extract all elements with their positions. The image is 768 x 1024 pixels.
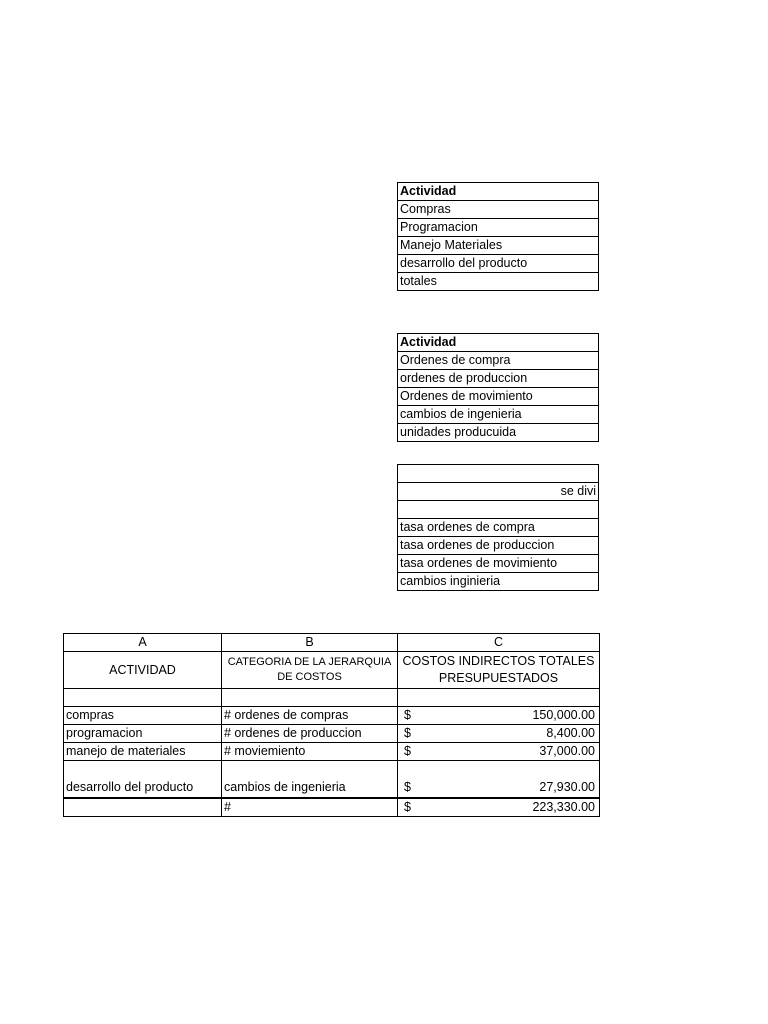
generador-cell[interactable]: cambios de ingenieria: [398, 406, 599, 424]
generador-cell[interactable]: ordenes de produccion: [398, 370, 599, 388]
header-actividad[interactable]: ACTIVIDAD: [64, 652, 222, 689]
empty-cell[interactable]: [64, 689, 222, 707]
tasas-note-cell[interactable]: se divi: [398, 483, 599, 501]
total-actividad-cell[interactable]: [64, 798, 222, 817]
total-categoria-cell[interactable]: #: [222, 798, 398, 817]
actividades-header-cell[interactable]: Actividad: [398, 183, 599, 201]
tasa-cell[interactable]: tasa ordenes de movimiento: [398, 555, 599, 573]
generador-cell[interactable]: Ordenes de compra: [398, 352, 599, 370]
costo-cell[interactable]: [398, 707, 600, 725]
table-row: [64, 725, 600, 743]
actividad-cell[interactable]: programacion: [64, 725, 222, 743]
currency-symbol: $: [404, 708, 411, 722]
actividad-cell[interactable]: Manejo Materiales: [398, 237, 599, 255]
generador-cell[interactable]: unidades producuida: [398, 424, 599, 442]
tasa-cell[interactable]: cambios inginieria: [398, 573, 599, 591]
header-categoria[interactable]: CATEGORIA DE LA JERARQUIA DE COSTOS: [222, 652, 398, 689]
tasas-empty-cell[interactable]: [398, 465, 599, 483]
costo-cell[interactable]: [398, 725, 600, 743]
generador-cell[interactable]: Ordenes de movimiento: [398, 388, 599, 406]
table-row: [64, 707, 600, 725]
currency-symbol: $: [404, 726, 411, 740]
amount-value: 150,000.00: [532, 708, 595, 722]
empty-cell[interactable]: [222, 689, 398, 707]
generadores-header-cell[interactable]: Actividad: [398, 334, 599, 352]
amount-value: 27,930.00: [539, 779, 595, 794]
total-amount-value: 223,330.00: [532, 799, 595, 814]
actividad-cell[interactable]: compras: [64, 707, 222, 725]
tasas-empty-cell[interactable]: [398, 501, 599, 519]
empty-cell[interactable]: [398, 689, 600, 707]
actividad-cell[interactable]: totales: [398, 273, 599, 291]
currency-symbol: $: [404, 779, 411, 794]
amount-value: 37,000.00: [539, 744, 595, 758]
categoria-cell[interactable]: # ordenes de produccion: [222, 725, 398, 743]
table-row: [64, 761, 600, 798]
tasas-table: [397, 464, 599, 591]
actividad-cell[interactable]: Programacion: [398, 219, 599, 237]
actividad-cell[interactable]: desarrollo del producto: [64, 761, 222, 798]
generadores-table: [397, 333, 599, 442]
column-letter-c[interactable]: C: [398, 634, 600, 652]
costo-cell[interactable]: [398, 761, 600, 798]
currency-symbol: $: [404, 799, 411, 814]
actividad-cell[interactable]: manejo de materiales: [64, 743, 222, 761]
table-row: [64, 743, 600, 761]
tasa-cell[interactable]: tasa ordenes de produccion: [398, 537, 599, 555]
categoria-cell[interactable]: cambios de ingenieria: [222, 761, 398, 798]
actividad-cell[interactable]: Compras: [398, 201, 599, 219]
costo-cell[interactable]: [398, 743, 600, 761]
tasa-cell[interactable]: tasa ordenes de compra: [398, 519, 599, 537]
amount-value: 8,400.00: [546, 726, 595, 740]
costos-table: [63, 633, 600, 817]
total-row: [64, 798, 600, 817]
actividades-table: [397, 182, 599, 291]
column-letter-a[interactable]: A: [64, 634, 222, 652]
total-costo-cell[interactable]: [398, 798, 600, 817]
header-costos[interactable]: COSTOS INDIRECTOS TOTALES PRESUPUESTADOS: [398, 652, 600, 689]
actividad-cell[interactable]: desarrollo del producto: [398, 255, 599, 273]
categoria-cell[interactable]: # moviemiento: [222, 743, 398, 761]
currency-symbol: $: [404, 744, 411, 758]
column-letter-b[interactable]: B: [222, 634, 398, 652]
categoria-cell[interactable]: # ordenes de compras: [222, 707, 398, 725]
